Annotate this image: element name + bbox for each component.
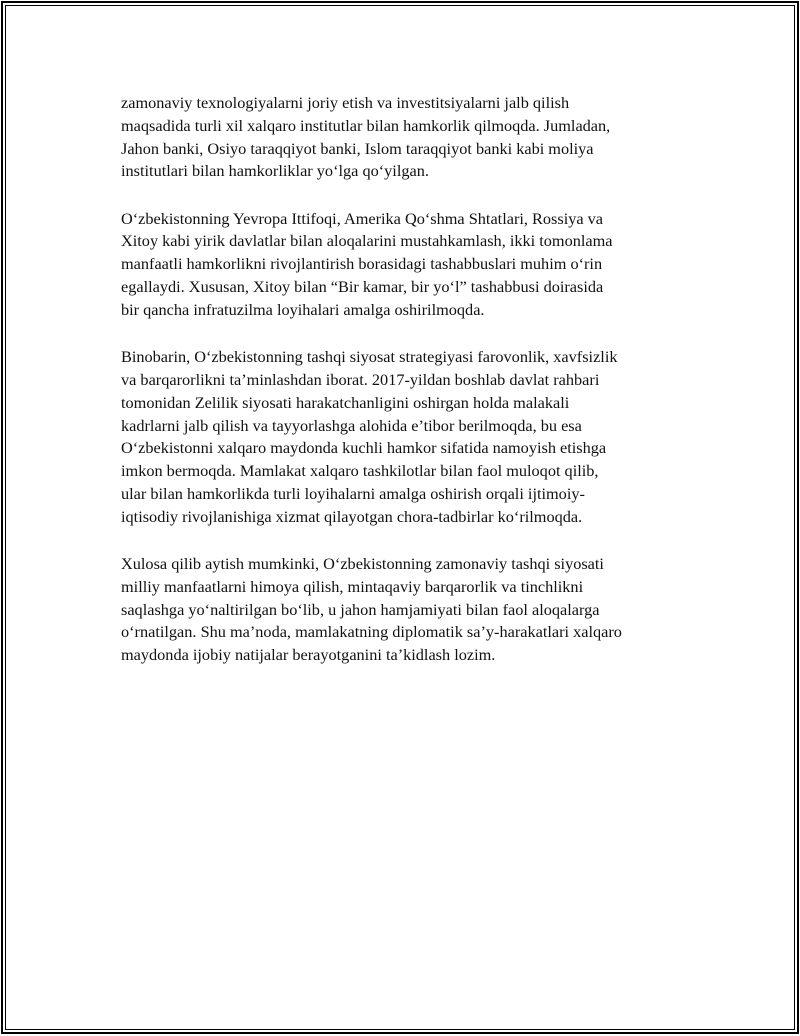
text-line: iqtisodiy rivojlanishiga xizmat qilayotgan chora-tadbirlar ko‘rilmoqda. (121, 506, 583, 526)
text-line: Jahon banki, Osiyo taraqqiyot banki, Islom taraqqiyot banki kabi moliya (121, 138, 594, 158)
text-line: tomonidan Zelilik siyosati harakatchanligini oshirgan holda malakali (121, 392, 570, 412)
text-line: O‘zbekistonni xalqaro maydonda kuchli hamkor sifatida namoyish etishga (121, 438, 607, 458)
paragraph-3 (121, 346, 681, 528)
text-line: o‘rnatilgan. Shu ma’noda, mamlakatning diplomatik sa’y-harakatlari xalqaro (121, 622, 622, 642)
text-line: kadrlarni jalb qilish va tayyorlashga alohida e’tibor berilmoqda, bu esa (121, 415, 582, 435)
document-body (121, 92, 681, 692)
text-line: Xulosa qilib aytish mumkinki, O‘zbekistonning zamonaviy tashqi siyosati (121, 554, 604, 574)
text-line: va barqarorlikni ta’minlashdan iborat. 2017-yildan boshlab davlat rahbari (121, 369, 600, 389)
text-line: ular bilan hamkorlikda turli loyihalarni amalga oshirish orqali ijtimoiy- (121, 483, 585, 503)
text-line: Xitoy kabi yirik davlatlar bilan aloqalarini mustahkamlash, ikki tomonlama (121, 231, 613, 251)
text-line: maydonda ijobiy natijalar berayotganini ta’kidlash lozim. (121, 645, 496, 665)
text-line: zamonaviy texnologiyalarni joriy etish va investitsiyalarni jalb qilish (121, 93, 570, 112)
paragraph-4 (121, 553, 681, 667)
text-line: egallaydi. Xususan, Xitoy bilan “Bir kamar, bir yo‘l” tashabbusi doirasida (121, 277, 604, 297)
document-page (1, 1, 799, 1034)
text-line: maqsadida turli xil xalqaro institutlar bilan hamkorlik qilmoqda. Jumladan, (121, 115, 611, 135)
text-line: bir qancha infratuzilma loyihalari amalga oshirilmoqda. (121, 299, 485, 319)
text-line: Binobarin, O‘zbekistonning tashqi siyosat strategiyasi farovonlik, xavfsizlik (121, 347, 618, 367)
text-line: institutlari bilan hamkorliklar yo‘lga qo‘yilgan. (121, 161, 429, 181)
text-line: milliy manfaatlarni himoya qilish, mintaqaviy barqarorlik va tinchlikni (121, 576, 584, 596)
paragraph-2 (121, 208, 681, 322)
paragraph-1 (121, 92, 681, 183)
text-line: imkon bermoqda. Mamlakat xalqaro tashkilotlar bilan faol muloqot qilib, (121, 461, 599, 481)
text-line: saqlashga yo‘naltirilgan bo‘lib, u jahon hamjamiyati bilan faol aloqalarga (121, 599, 600, 619)
text-line: manfaatli hamkorlikni rivojlantirish borasidagi tashabbuslari muhim o‘rin (121, 254, 603, 274)
text-line: O‘zbekistonning Yevropa Ittifoqi, Amerika Qo‘shma Shtatlari, Rossiya va (121, 208, 604, 228)
